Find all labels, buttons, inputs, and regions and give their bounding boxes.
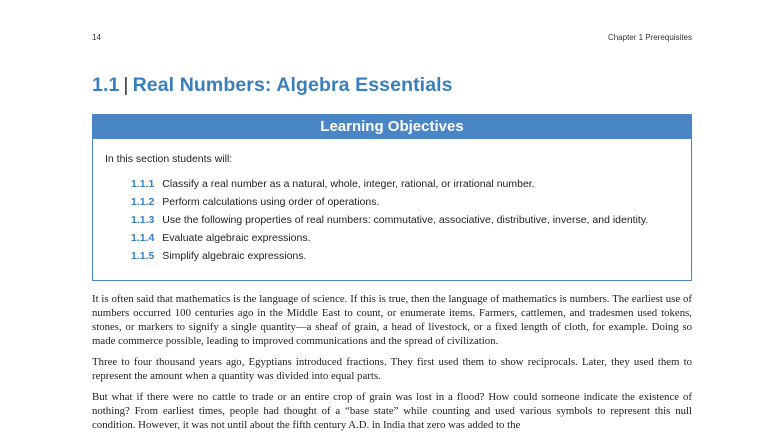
section-title [92,74,453,97]
learning-objectives-heading: Learning Objectives [93,115,691,139]
objective-text: Use the following properties of real numbers: commutative, associative, distributive, inverse, and identity. [162,214,649,226]
paragraph: It is often said that mathematics is the language of science. If this is true, then the language of mathematics is numbers. The earliest use of numbers occurred 100 centuries ago in the Middle East to count, or enumerate items. Farmers, cattlemen, and tradesmen used tokens, stones, or markers to signify a single quantity—a sheaf of grain, a head of livestock, or a fixed length of cloth, for example. Doing so made commerce possible, leading to improved communications and the spread of civilization. [92,293,692,347]
learning-objectives-intro: In this section students will: [105,153,233,165]
objective-text: Perform calculations using order of operations. [162,196,380,208]
section-title-text: Real Numbers: Algebra Essentials [132,74,453,96]
objective-text: Simplify algebraic expressions. [162,250,307,262]
chapter-title: Chapter 1 Prerequisites [607,33,692,42]
objective-number: 1.1.5 [131,250,155,262]
objective-text: Evaluate algebraic expressions. [162,232,311,244]
objective-number: 1.1.1 [131,178,155,190]
objective-item [131,231,653,245]
objective-item [131,195,653,209]
body-text [92,292,692,439]
objective-item [131,213,653,227]
learning-objectives-list [131,177,653,267]
objective-number: 1.1.4 [131,232,155,244]
learning-objectives-box [92,114,692,281]
objective-item [131,249,653,263]
objective-text: Classify a real number as a natural, whole, integer, rational, or irrational number. [162,178,535,190]
objective-item [131,177,653,191]
title-separator: | [123,74,129,96]
page-number: 14 [92,33,101,42]
paragraph: But what if there were no cattle to trade or an entire crop of grain was lost in a flood? How could someone indicate the existence of nothing? From earliest times, people had thought of a “base state” while counting and used various symbols to represent this null condition. However, it was not until about the fifth century A.D. in India that zero was added to the [92,391,692,431]
objective-number: 1.1.3 [131,214,155,226]
paragraph: Three to four thousand years ago, Egyptians introduced fractions. They first used them to show reciprocals. Later, they used them to represent the amount when a quantity was divided into equal parts. [92,356,692,382]
objective-number: 1.1.2 [131,196,155,208]
section-number: 1.1 [92,74,120,96]
page-header [92,33,692,45]
